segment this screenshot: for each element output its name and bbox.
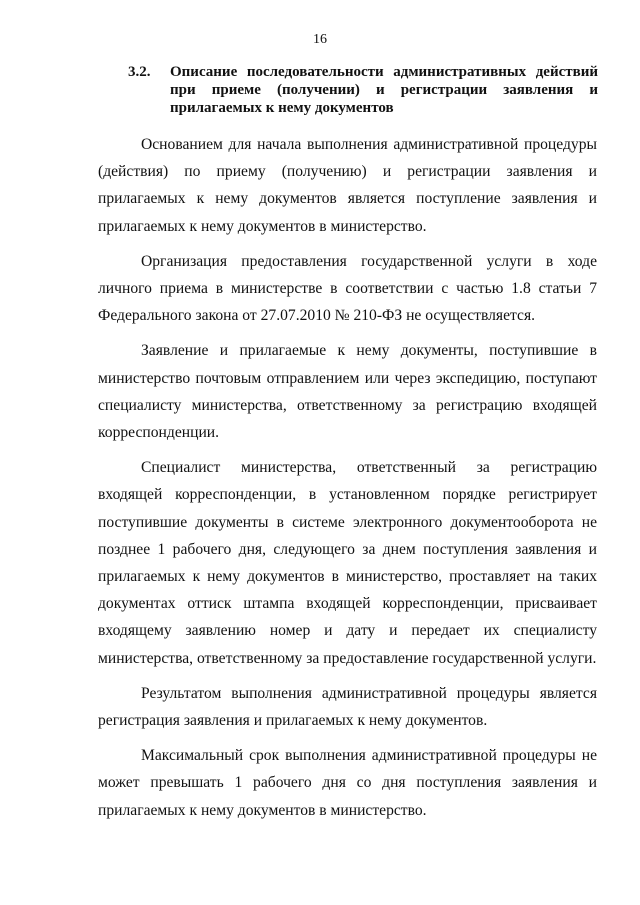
paragraph-max-term: Максимальный срок выполнения административной процедуры не может превышать 1 рабочего дня со дня поступления заявления и прилагаемых к нему документов в министерство. bbox=[98, 747, 597, 819]
section-number: 3.2. bbox=[128, 64, 151, 80]
paragraph-registration: Специалист министерства, ответственный за регистрацию входящей корреспонденции, в установленном порядке регистрирует поступившие документы в системе электронного документооборота не позднее 1 рабочего дня, следующего за днем поступления заявления и прилагаемых к нему документов в министерство, проставляет на таких документах оттиск штампа входящей корреспонденции, присваивает входящему заявлению номер и дату и передает их специалисту министерства, ответственному за предоставление государственной услуги. bbox=[98, 459, 597, 667]
section-heading bbox=[128, 63, 598, 117]
section-body bbox=[98, 131, 597, 832]
section-title: Описание последовательности административных действий при приеме (получении) и регистрации заявления и прилагаемых к нему документов bbox=[170, 64, 598, 116]
paragraph-basis: Основанием для начала выполнения административной процедуры (действия) по приему (получению) и регистрации заявления и прилагаемых к нему документов является поступление заявления и прилагаемых к нему документов в министерство. bbox=[98, 136, 597, 235]
page-number: 16 bbox=[313, 32, 327, 47]
paragraph-personal-reception: Организация предоставления государственной услуги в ходе личного приема в министерстве в соответствии с частью 1.8 статьи 7 Федерального закона от 27.07.2010 № 210-ФЗ не осуществляется. bbox=[98, 252, 597, 325]
paragraph-receipt: Заявление и прилагаемые к нему документы, поступившие в министерство почтовым отправлением или через экспедицию, поступают специалисту министерства, ответственному за регистрацию входящей корреспонденции. bbox=[98, 342, 597, 442]
paragraph-result: Результатом выполнения административной процедуры является регистрация заявления и прилагаемых к нему документов. bbox=[98, 684, 597, 730]
